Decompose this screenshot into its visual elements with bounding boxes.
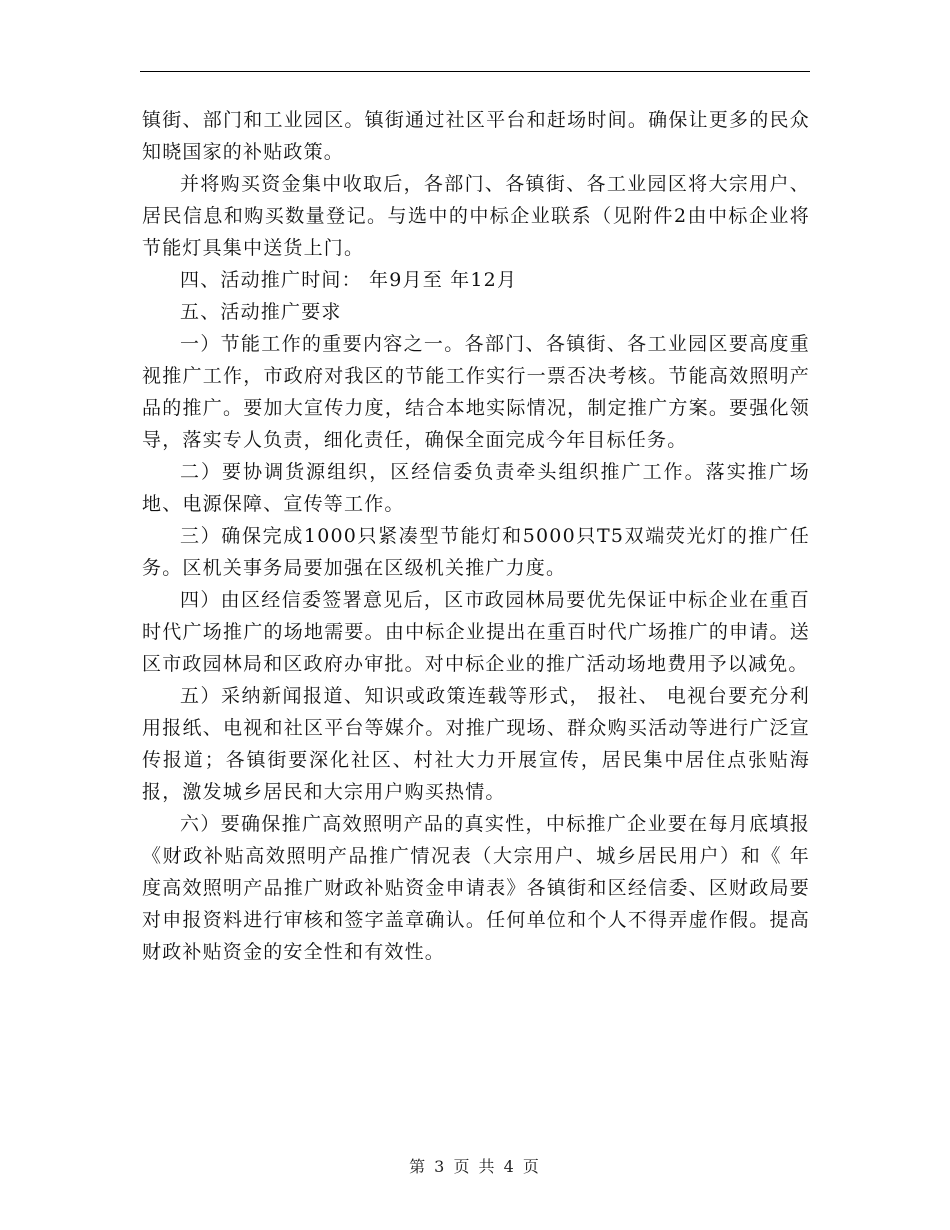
paragraph-1: 镇街、部门和工业园区。镇街通过社区平台和赶场时间。确保让更多的民众知晓国家的补贴政策。	[142, 109, 810, 163]
paragraph-6: 二）要协调货源组织，区经信委负责牵头组织推广工作。落实推广场地、电源保障、宣传等工作。	[142, 461, 810, 515]
paragraph-2: 并将购买资金集中收取后，各部门、各镇街、各工业园区将大宗用户、居民信息和购买数量登记。与选中的中标企业联系（见附件2由中标企业将节能灯具集中送货上门。	[142, 173, 810, 259]
paragraph-7: 三）确保完成1000只紧凑型节能灯和5000只T5双端荧光灯的推广任务。区机关事务局要加强在区级机关推广力度。	[142, 525, 810, 579]
paragraph-3: 四、活动推广时间： 年9月至 年12月	[180, 269, 518, 291]
document-body	[142, 104, 810, 968]
page-number-footer: 第 3 页 共 4 页	[409, 1157, 541, 1176]
paragraph-8: 四）由区经信委签署意见后，区市政园林局要优先保证中标企业在重百时代广场推广的场地需要。由中标企业提出在重百时代广场推广的申请。送区市政园林局和区政府办审批。对中标企业的推广活动场地费用予以减免。	[142, 589, 810, 675]
paragraph-9: 五）采纳新闻报道、知识或政策连载等形式， 报社、 电视台要充分利用报纸、电视和社区平台等媒介。对推广现场、群众购买活动等进行广泛宣传报道；各镇街要深化社区、村社大力开展宣传，居民集中居住点张贴海报，激发城乡居民和大宗用户购买热情。	[142, 685, 810, 803]
paragraph-5: 一）节能工作的重要内容之一。各部门、各镇街、各工业园区要高度重视推广工作，市政府对我区的节能工作实行一票否决考核。节能高效照明产品的推广。要加大宣传力度，结合本地实际情况，制定推广方案。要强化领导，落实专人负责，细化责任，确保全面完成今年目标任务。	[142, 333, 810, 451]
paragraph-10: 六）要确保推广高效照明产品的真实性，中标推广企业要在每月底填报《财政补贴高效照明产品推广情况表（大宗用户、城乡居民用户）和《 年度高效照明产品推广财政补贴资金申请表》各镇街和区经信委、区财政局要对申报资料进行审核和签字盖章确认。任何单位和个人不得弄虚作假。提高财政补贴资金的安全性和有效性。	[142, 813, 810, 963]
paragraph-4: 五、活动推广要求	[180, 301, 342, 323]
header-rule	[140, 71, 810, 72]
